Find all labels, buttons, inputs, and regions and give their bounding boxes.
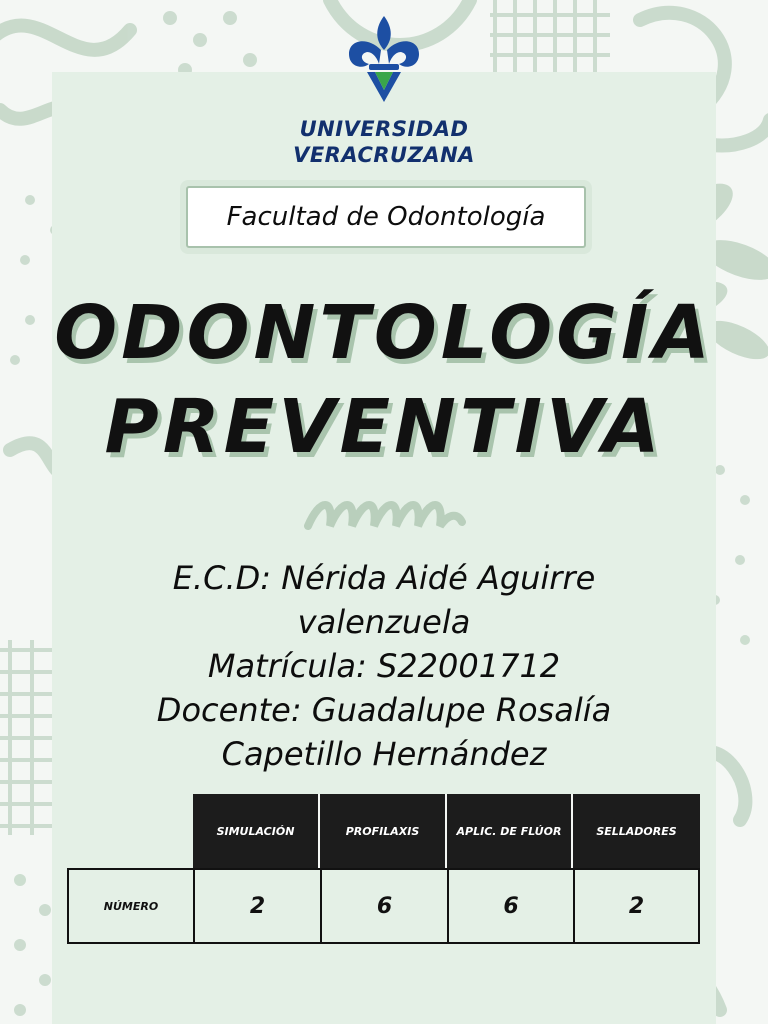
title-line-2: PREVENTIVA (104, 384, 664, 470)
student-id: Matrícula: S22001712 (207, 647, 561, 685)
title-line-1: ODONTOLOGÍA (54, 290, 714, 376)
row-label-numero: NÚMERO (67, 868, 195, 944)
student-line: E.C.D: Nérida Aidé Aguirre (172, 559, 596, 597)
header-selladores: SELLADORES (573, 794, 700, 868)
value-selladores: 2 (573, 868, 700, 944)
procedures-table (67, 794, 700, 944)
university-line-2: VERACRUZANA (293, 143, 475, 167)
university-line-1: UNIVERSIDAD (299, 117, 469, 141)
squiggle-divider-icon (300, 488, 470, 540)
teacher-surname: Capetillo Hernández (221, 735, 547, 773)
header-profilaxis: PROFILAXIS (320, 794, 447, 868)
header-simulacion: SIMULACIÓN (193, 794, 320, 868)
student-surname: valenzuela (297, 603, 471, 641)
faculty-name: Facultad de Odontología (226, 202, 546, 232)
value-fluor: 6 (447, 868, 575, 944)
header-fluor: APLIC. DE FLÚOR (447, 794, 573, 868)
page-title (34, 286, 734, 474)
value-profilaxis: 6 (320, 868, 449, 944)
university-name (234, 116, 534, 168)
uv-fleur-de-lis-logo-icon (345, 14, 423, 104)
value-simulacion: 2 (193, 868, 322, 944)
student-info (84, 556, 684, 776)
faculty-label-box (186, 186, 586, 248)
teacher-line: Docente: Guadalupe Rosalía (156, 691, 612, 729)
